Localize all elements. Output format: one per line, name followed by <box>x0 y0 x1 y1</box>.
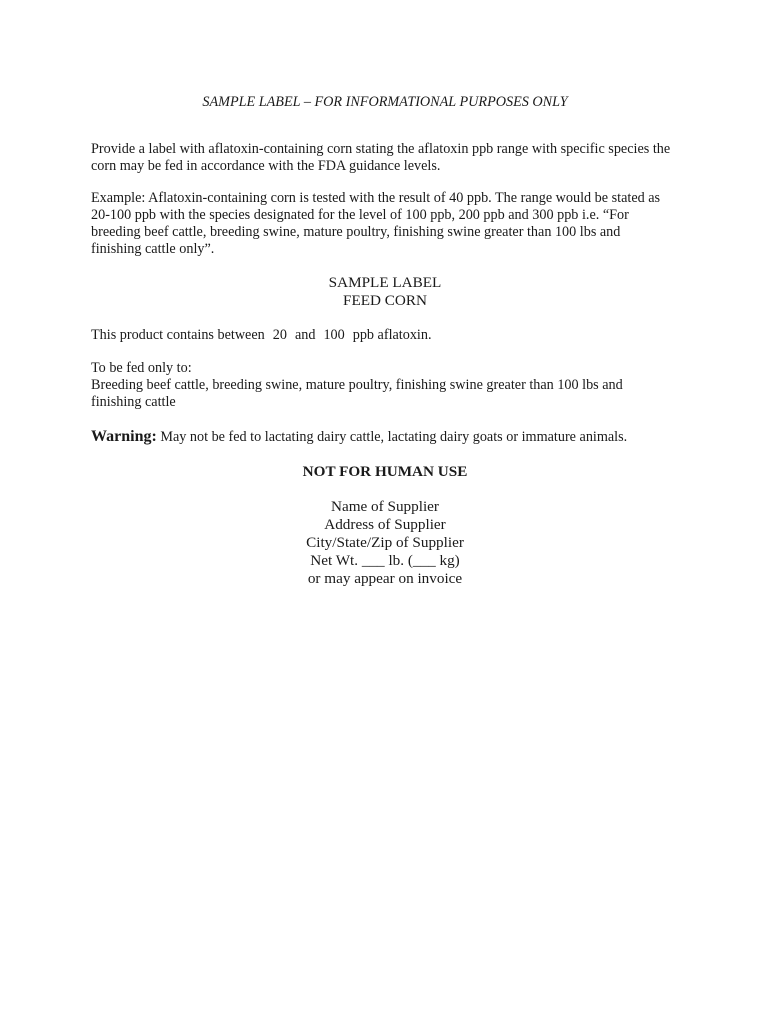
invoice-note: or may appear on invoice <box>307 570 463 587</box>
example-paragraph: Example: Aflatoxin-containing corn is tested with the result of 40 ppb. The range would be stated as 20-100 ppb with the species designated for the level of 100 ppb, 200 ppb and 300 ppb i.e. “For breeding beef cattle, breeding swine, mature poultry, finishing swine greater than 100 lbs and finishing cattle only”. <box>91 190 661 257</box>
sample-label-title: SAMPLE LABEL <box>328 274 442 291</box>
contains-suffix: ppb aflatoxin. <box>352 327 432 343</box>
supplier-city: City/State/Zip of Supplier <box>306 534 464 551</box>
warning-label: Warning: <box>91 428 157 445</box>
sample-label-heading <box>0 274 770 310</box>
warning-statement <box>91 428 671 446</box>
contains-prefix: This product contains between <box>91 327 265 343</box>
net-weight: Net Wt. ___ lb. (___ kg) <box>310 552 460 569</box>
aflatoxin-range-statement <box>91 327 671 344</box>
not-for-human-use: NOT FOR HUMAN USE <box>302 463 468 480</box>
supplier-name: Name of Supplier <box>331 498 439 515</box>
range-low-value: 20 <box>272 327 287 343</box>
supplier-block <box>0 498 770 588</box>
range-high-value: 100 <box>323 327 345 343</box>
warning-text: May not be fed to lactating dairy cattle, lactating dairy goats or immature animals. <box>160 429 628 445</box>
intro-paragraph: Provide a label with aflatoxin-containing corn stating the aflatoxin ppb range with specific species the corn may be fed in accordance with the FDA guidance levels. <box>91 141 671 174</box>
fed-only-heading: To be fed only to: <box>91 360 192 376</box>
feed-corn-title: FEED CORN <box>343 292 427 309</box>
fed-only-section <box>91 360 671 411</box>
fed-only-species: Breeding beef cattle, breeding swine, mature poultry, finishing swine greater than 100 lbs and finishing cattle <box>91 377 623 410</box>
supplier-address: Address of Supplier <box>324 516 446 533</box>
range-and-word: and <box>294 327 316 343</box>
document-title: SAMPLE LABEL – FOR INFORMATIONAL PURPOSES ONLY <box>202 94 568 110</box>
